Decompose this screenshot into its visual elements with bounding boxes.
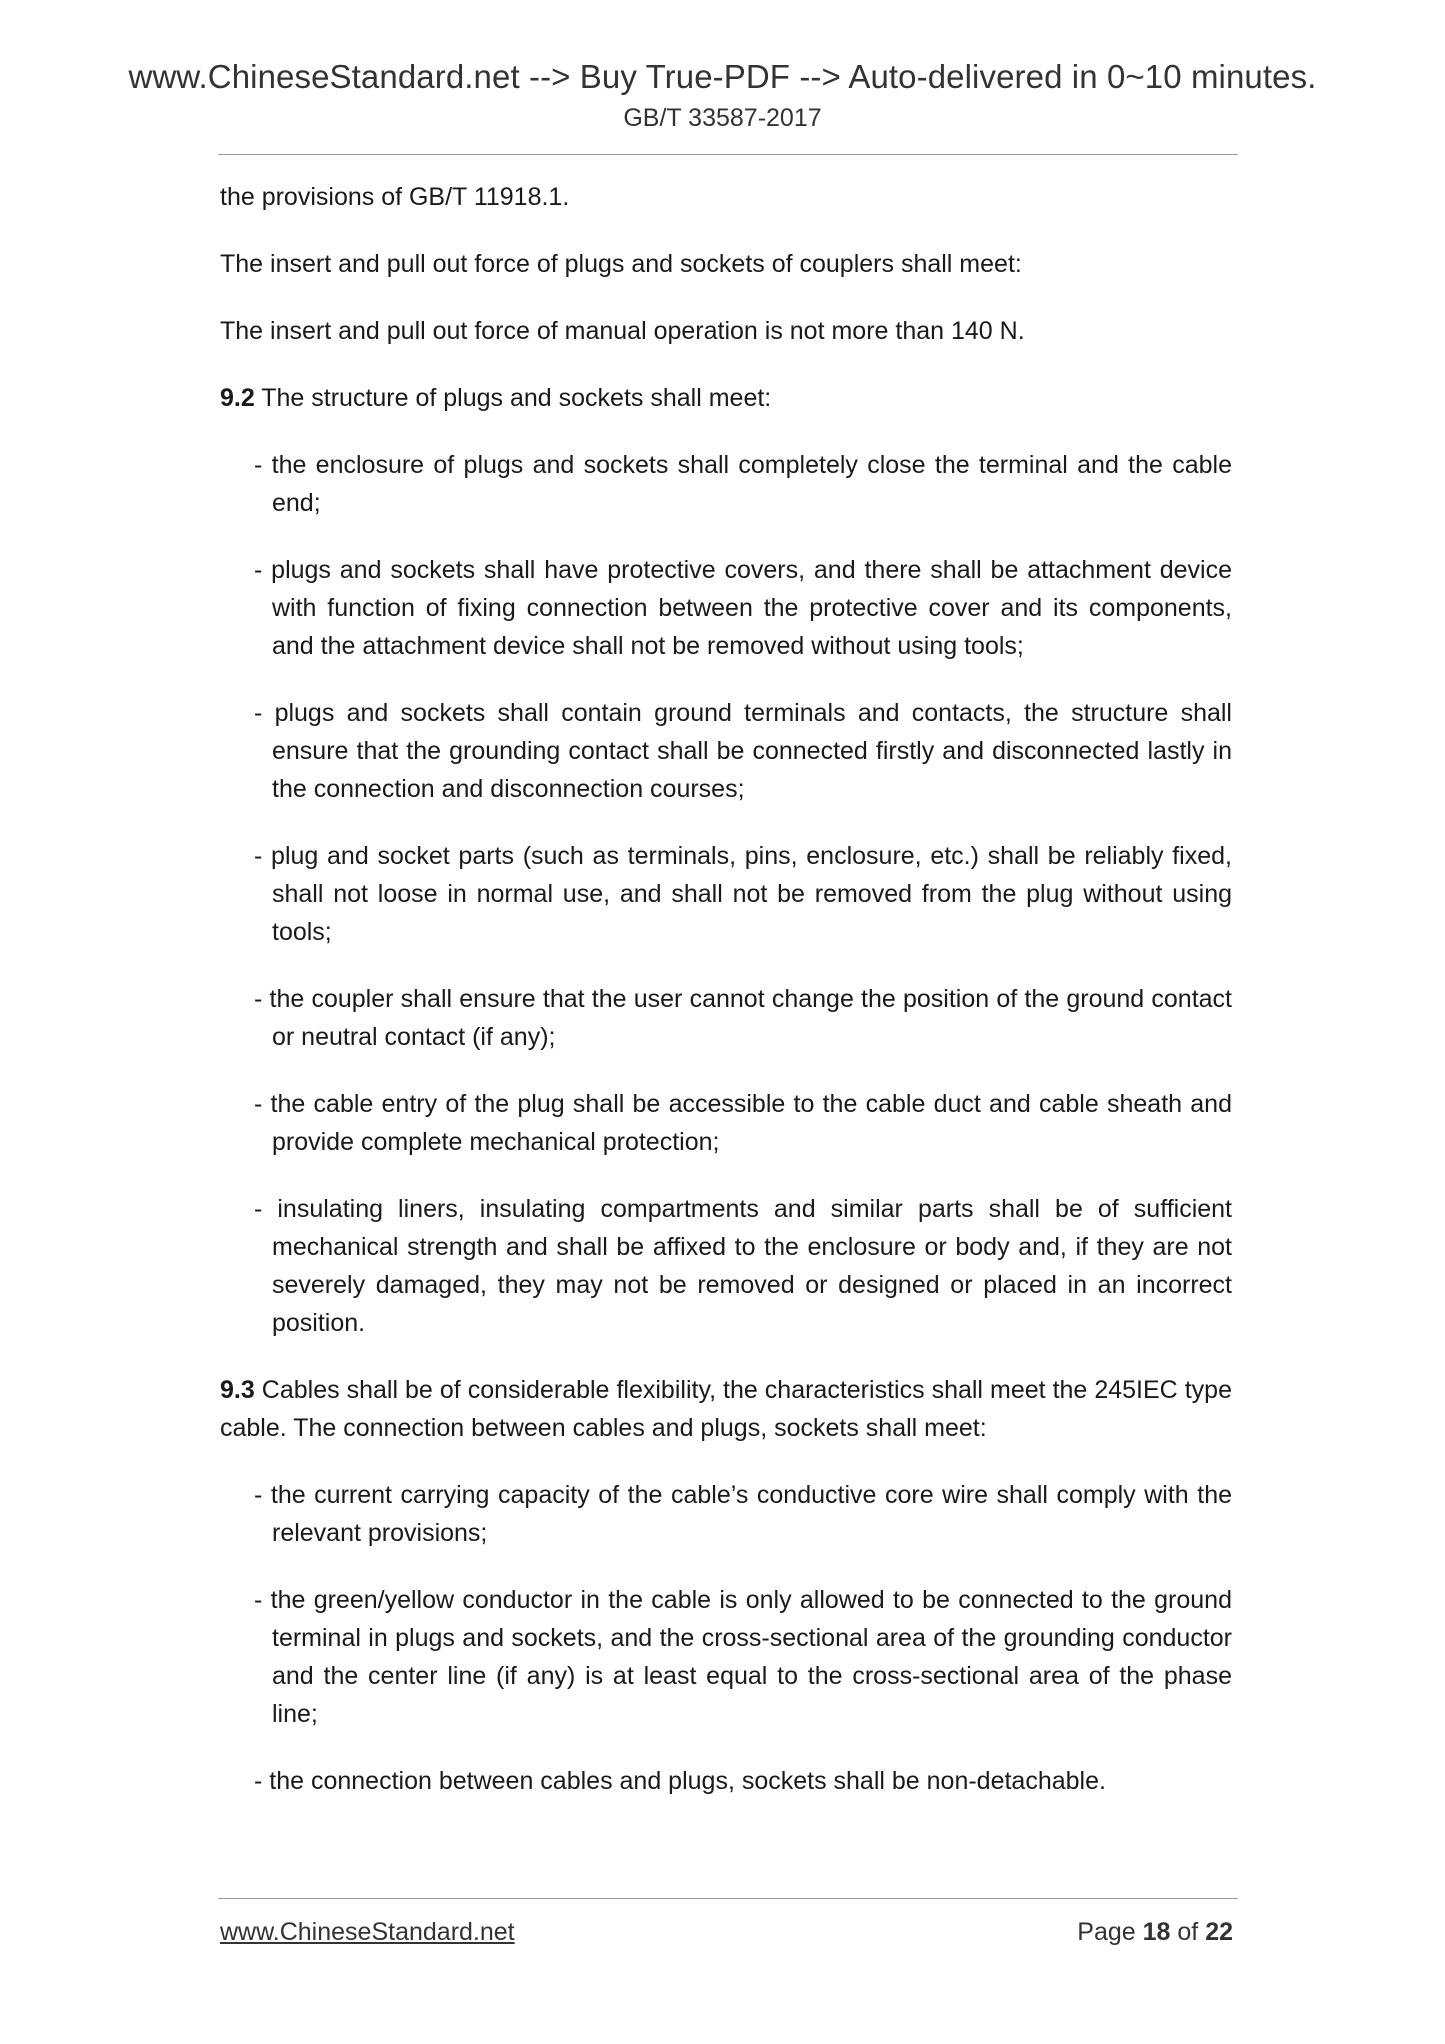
paragraph: The insert and pull out force of manual operation is not more than 140 N.: [220, 317, 1025, 345]
list-item: - the connection between cables and plugs, sockets shall be non-detachable.: [254, 1767, 1106, 1795]
clause-9-2: [220, 379, 1232, 417]
list-item: - the green/yellow conductor in the cable is only allowed to be connected to the ground terminal in plugs and sockets, and the cross-sectional area of the grounding conductor and the center line (if any) is at least equal to the cross-sectional area of the phase line;: [254, 1586, 1232, 1728]
site-banner: www.ChineseStandard.net --> Buy True-PDF --> Auto-delivered in 0~10 minutes.: [128, 58, 1317, 95]
page-label: Page: [1077, 1918, 1136, 1946]
of-label: of: [1177, 1918, 1199, 1946]
list-item: - the current carrying capacity of the cable’s conductive core wire shall comply with the relevant provisions;: [254, 1481, 1232, 1547]
page-content: [220, 178, 1232, 1829]
total-pages: 22: [1205, 1918, 1233, 1946]
current-page: 18: [1142, 1918, 1171, 1946]
page-indicator: [1077, 1918, 1233, 1947]
list-item: - plugs and sockets shall have protective covers, and there shall be attachment device with function of fixing connection between the protective cover and its components, and the attachment device shall not be removed without using tools;: [254, 556, 1232, 660]
footer-site-link[interactable]: www.ChineseStandard.net: [220, 1918, 515, 1946]
clause-9-3: [220, 1371, 1232, 1447]
header-divider: [218, 154, 1238, 155]
list-item: - plugs and sockets shall contain ground terminals and contacts, the structure shall ensure that the grounding contact shall be connected firstly and disconnected lastly in the connection and disconnection courses;: [254, 699, 1232, 803]
clause-text: The structure of plugs and sockets shall meet:: [254, 384, 772, 412]
document-number: GB/T 33587-2017: [623, 104, 822, 132]
footer-divider: [218, 1898, 1238, 1899]
list-item: - the cable entry of the plug shall be accessible to the cable duct and cable sheath and provide complete mechanical protection;: [254, 1090, 1232, 1156]
list-item: - the enclosure of plugs and sockets shall completely close the terminal and the cable end;: [254, 451, 1232, 517]
clause-number: 9.2: [220, 384, 255, 412]
paragraph: the provisions of GB/T 11918.1.: [220, 183, 570, 211]
clause-number: 9.3: [220, 1376, 255, 1404]
paragraph: The insert and pull out force of plugs and sockets of couplers shall meet:: [220, 250, 1022, 278]
list-item: - plug and socket parts (such as terminals, pins, enclosure, etc.) shall be reliably fixed, shall not loose in normal use, and shall not be removed from the plug without using tools;: [254, 842, 1232, 946]
clause-text: Cables shall be of considerable flexibility, the characteristics shall meet the 245IEC type cable. The connection between cables and plugs, sockets shall meet:: [220, 1376, 1232, 1442]
list-item: - the coupler shall ensure that the user cannot change the position of the ground contact or neutral contact (if any);: [254, 985, 1232, 1051]
list-item: - insulating liners, insulating compartments and similar parts shall be of sufficient mechanical strength and shall be affixed to the enclosure or body and, if they are not severely damaged, they may not be removed or designed or placed in an incorrect position.: [254, 1195, 1232, 1337]
